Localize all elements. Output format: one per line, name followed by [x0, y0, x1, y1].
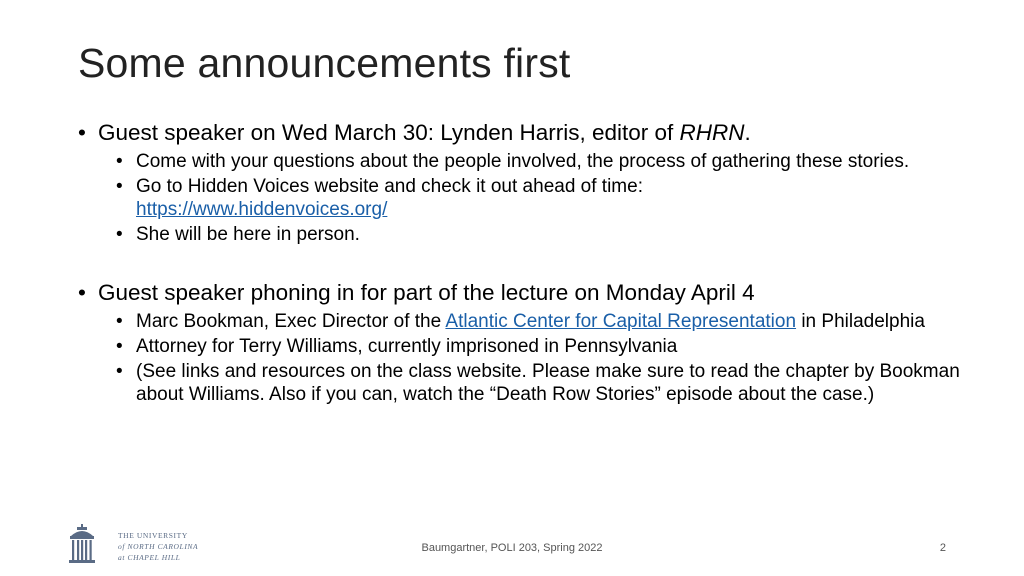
bullet-1-end: . — [744, 120, 751, 145]
bullet-marker: • — [116, 176, 123, 197]
bullet-1 — [78, 118, 978, 148]
sub-bullet-1-1 — [78, 150, 978, 173]
sub-bullet-2-2 — [78, 335, 978, 358]
sub-bullet-2-2-text: Attorney for Terry Williams, currently imprisoned in Pennsylvania — [136, 336, 678, 357]
page-number: 2 — [939, 542, 946, 554]
atlantic-center-link[interactable]: Atlantic Center for Capital Representation — [445, 311, 797, 332]
logo-line-1: THE UNIVERSITY — [118, 531, 188, 540]
hidden-voices-link[interactable]: https://www.hiddenvoices.org/ — [136, 199, 388, 220]
sub-bullet-2-3-text: (See links and resources on the class website. Please make sure to read the chapter by Bookman about Williams. Also if you can, watch the “Death Row Stories” episode about the case.) — [136, 361, 960, 405]
slide-body — [78, 118, 978, 406]
sub-bullet-2-1-before: Marc Bookman, Exec Director of the — [136, 311, 446, 332]
bullet-1-italic: RHRN — [679, 120, 745, 145]
sub-bullet-1-2-text: Go to Hidden Voices website and check it out ahead of time: — [136, 176, 643, 197]
sub-bullet-2-3 — [78, 360, 978, 406]
sub-bullet-1-3 — [78, 223, 978, 246]
sub-bullet-1-3-text: She will be here in person. — [136, 224, 360, 245]
bullet-marker: • — [116, 311, 123, 332]
sub-bullet-2-1-after: in Philadelphia — [796, 311, 925, 332]
bullet-marker: • — [78, 120, 86, 145]
logo-line-2: of NORTH CAROLINA — [118, 542, 199, 551]
bullet-2 — [78, 278, 978, 308]
footer-center: Baumgartner, POLI 203, Spring 2022 — [421, 542, 603, 554]
bullet-marker: • — [116, 336, 123, 357]
logo-line-3: at CHAPEL HILL — [118, 553, 181, 562]
bullet-marker: • — [116, 361, 123, 382]
bullet-1-text: Guest speaker on Wed March 30: Lynden Harris, editor of — [98, 120, 680, 145]
sub-bullet-1-1-text: Come with your questions about the people involved, the process of gathering these stories. — [136, 151, 910, 172]
sub-bullet-2-1 — [78, 310, 978, 333]
bullet-2-text: Guest speaker phoning in for part of the lecture on Monday April 4 — [98, 280, 755, 305]
slide-title: Some announcements first — [78, 40, 571, 86]
sub-bullet-1-2 — [78, 175, 978, 221]
bullet-marker: • — [116, 224, 123, 245]
bullet-marker: • — [116, 151, 123, 172]
bullet-marker: • — [78, 280, 86, 305]
